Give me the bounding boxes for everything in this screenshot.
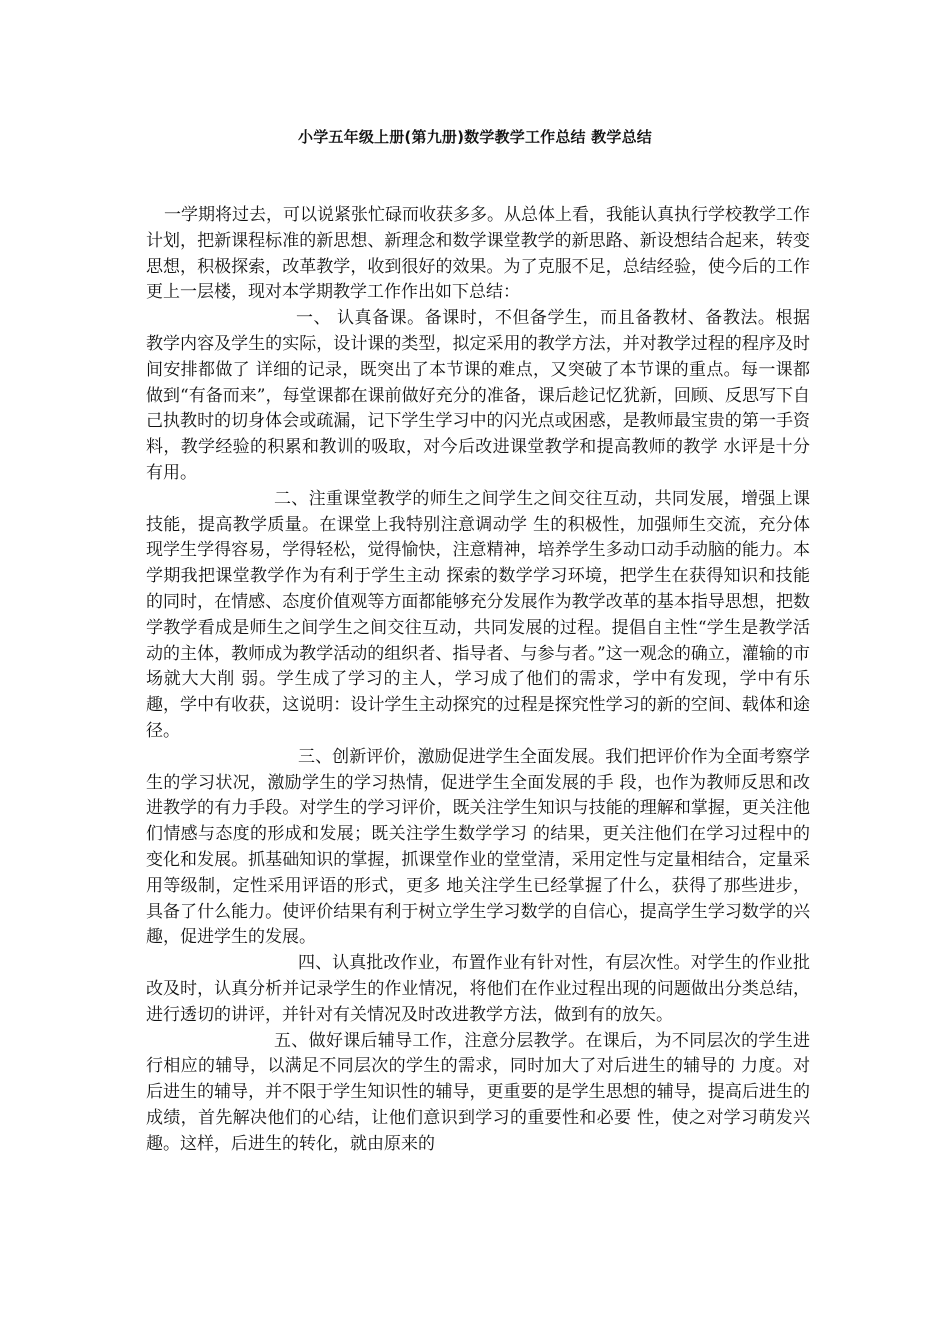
paragraph-section-3: 三、创新评价，激励促进学生全面发展。我们把评价作为全面考察学生的学习状况，激励学生的学习热情，促进学生全面发展的手 段，也作为教师反思和改进教学的有力手段。对学生的学习评价，既关注学生知识与技能的理解和掌握，更关注他们情感与态度的形成和发展；既关注学生数学学习 的结果，更关注他们在学习过程中的变化和发展。抓基础知识的掌握，抓课堂作业的堂堂清，采用定性与定量相结合，定量采用等级制，定性采用评语的形式，更多 地关注学生已经掌握了什么，获得了那些进步，具备了什么能力。使评价结果有利于树立学生学习数学的自信心，提高学生学习数学的兴趣，促进学生的发展。 — [146, 746, 810, 948]
paragraph-intro: 一学期将过去，可以说紧张忙碌而收获多多。从总体上看，我能认真执行学校教学工作计划，把新课程标准的新思想、新理念和数学课堂教学的新思路、新设想结合起来，转变思想，积极探索，改革教学，收到很好的效果。为了克服不足，总结经验，使今后的工作更上一层楼，现对本学期教学工作作出如下总结： — [146, 205, 810, 303]
paragraph-section-4: 四、认真批改作业，布置作业有针对性，有层次性。对学生的作业批改及时，认真分析并记录学生的作业情况，将他们在作业过程出现的问题做出分类总结，进行透切的讲评，并针对有关情况及时改进教学方法，做到有的放矢。 — [146, 953, 810, 1025]
document-title: 小学五年级上册(第九册)数学教学工作总结 教学总结 — [298, 128, 652, 146]
paragraph-section-1: 一、 认真备课。备课时，不但备学生，而且备教材、备教法。根据教学内容及学生的实际，设计课的类型，拟定采用的教学方法，并对教学过程的程序及时间安排都做了 详细的记录，既突出了本节课的难点，又突破了本节课的重点。每一课都做到“有备而来”，每堂课都在课前做好充分的准备，课后趁记忆犹新，回顾、反思写下自 己执教时的切身体会或疏漏，记下学生学习中的闪光点或困惑，是教师最宝贵的第一手资料，教学经验的积累和教训的吸取，对今后改进课堂教学和提高教师的教学 水评是十分有用。 — [146, 308, 810, 483]
paragraph-section-5: 五、做好课后辅导工作，注意分层教学。在课后，为不同层次的学生进行相应的辅导，以满足不同层次的学生的需求，同时加大了对后进生的辅导的 力度。对后进生的辅导，并不限于学生知识性的辅导，更重要的是学生思想的辅导，提高后进生的成绩，首先解决他们的心结，让他们意识到学习的重要性和必要 性，使之对学习萌发兴趣。这样，后进生的转化，就由原来的 — [146, 1030, 810, 1154]
document-body — [146, 203, 810, 1157]
paragraph-section-2: 二、注重课堂教学的师生之间学生之间交往互动，共同发展，增强上课技能，提高教学质量。在课堂上我特别注意调动学 生的积极性，加强师生交流，充分体现学生学得容易，学得轻松，觉得愉快，注意精神，培养学生多动口动手动脑的能力。本学期我把课堂教学作为有利于学生主动 探索的数学学习环境，把学生在获得知识和技能的同时，在情感、态度价值观等方面都能够充分发展作为教学改革的基本指导思想，把数学教学看成是师生之间学生之间交往互动，共同发展的过程。提倡自主性“学生是教学活动的主体，教师成为教学活动的组织者、指导者、与参与者。”这一观念的确立，灌输的市场就大大削 弱。学生成了学习的主人，学习成了他们的需求，学中有发现，学中有乐趣，学中有收获，这说明：设计学生主动探究的过程是探究性学习的新的空间、载体和途 径。 — [146, 488, 810, 741]
